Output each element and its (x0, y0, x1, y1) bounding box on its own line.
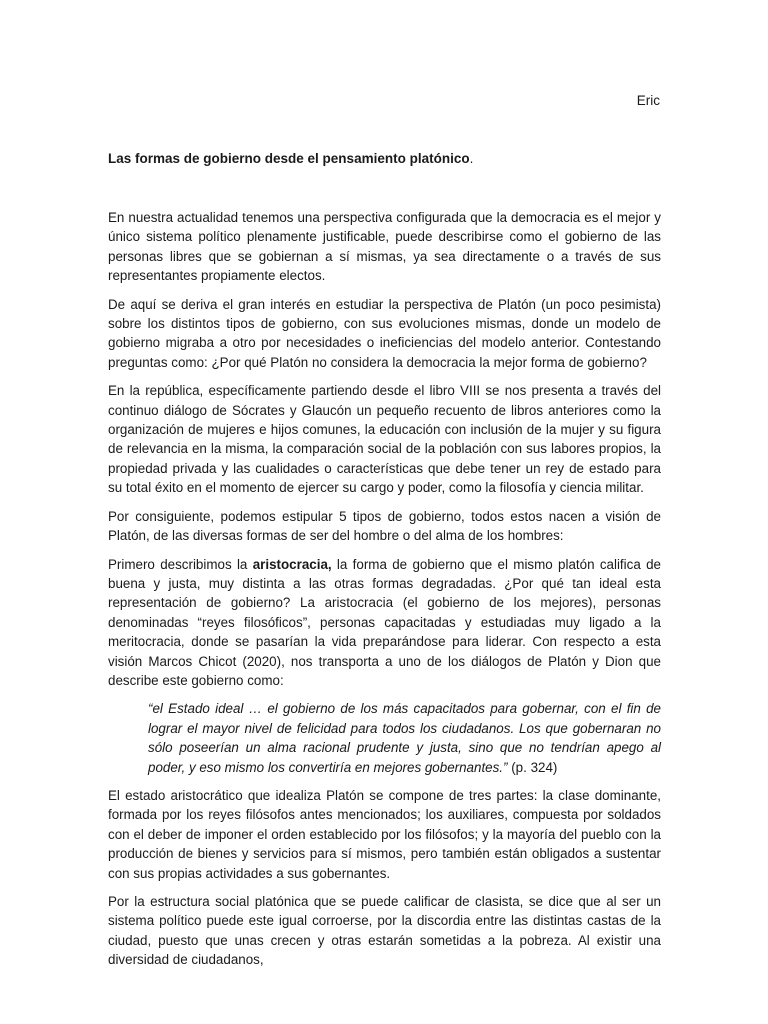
paragraph-2: De aquí se deriva el gran interés en estudiar la perspectiva de Platón (un poco pesimista) sobre los distintos tipos de gobierno, con sus evoluciones mismas, donde un modelo de gobierno migraba a otro por necesidades o ineficiencias del modelo anterior. Contestando preguntas como: ¿Por qué Platón no considera la democracia la mejor forma de gobierno? (108, 296, 661, 370)
paragraph-3: En la república, específicamente partiendo desde el libro VIII se nos presenta a través del continuo diálogo de Sócrates y Glaucón un pequeño recuento de libros anteriores como la organización de mujeres e hijos comunes, la educación con inclusión de la mujer y su figura de relevancia en la misma, la comparación social de la población con sus labores propios, la propiedad privada y las cualidades o características que debe tener un rey de estado para su total éxito en el momento de ejercer su cargo y poder, como la filosofía y ciencia militar. (108, 383, 661, 496)
title-period: . (469, 151, 474, 166)
author-name: Eric (636, 93, 660, 108)
quote-citation: (p. 324) (507, 759, 558, 775)
paragraph-5-rest: la forma de gobierno que el mismo platón califica de buena y justa, muy distinta a las otras formas degradadas. ¿Por qué tan ideal esta representación de gobierno? La aristocracia (el gobierno de los mejores), personas denominadas “reyes filosóficos”, personas capacitadas y estudiadas muy ligado a la meritocracia, donde se pasarían la vida preparándose para liderar. Con respecto a esta visión Marcos Chicot (2020), nos transporta a uno de los diálogos de Platón y Dion que describe este gobierno como: (108, 556, 661, 688)
paragraph-7: Por la estructura social platónica que se puede calificar de clasista, se dice que al ser un sistema político puede este igual corroerse, por la discordia entre las distintas castas de la ciudad, puesto que unas crecen y otras estarán sometidas a la pobreza. Al existir una diversidad de ciudadanos, (108, 894, 661, 968)
quote-text: “el Estado ideal … el gobierno de los más capacitados para gobernar, con el fin de lograr el mayor nivel de felicidad para todos los ciudadanos. Los que gobernaran no sólo poseerían un alma racional prudente y justa, sino que no tendrían apego al poder, y eso mismo los convertiría en mejores gobernantes.” (148, 701, 661, 775)
document-title (108, 150, 473, 168)
title-text: Las formas de gobierno desde el pensamiento platónico (108, 151, 470, 166)
paragraph-4: Por consiguiente, podemos estipular 5 tipos de gobierno, todos estos nacen a visión de Platón, de las diversas formas de ser del hombre o del alma de los hombres: (108, 508, 661, 544)
paragraph-6: El estado aristocrático que idealiza Platón se compone de tres partes: la clase dominante, formada por los reyes filósofos antes mencionados; los auxiliares, compuesta por soldados con el deber de imponer el orden establecido por los filósofos; y la mayoría del pueblo con la producción de bienes y servicios para sí mismos, pero también están obligados a sustentar con sus propias actividades a sus gobernantes. (108, 787, 661, 881)
paragraph-5-intro: Primero describimos la (108, 556, 253, 572)
paragraph-5 (108, 555, 661, 691)
paragraph-1: En nuestra actualidad tenemos una perspectiva configurada que la democracia es el mejor y único sistema político plenamente justificable, puede describirse como el gobierno de las personas libres que se gobiernan a sí mismas, ya sea directamente o a través de sus representantes propiamente electos. (108, 210, 661, 284)
block-quote (148, 699, 661, 777)
aristocracia-term: aristocracia, (252, 556, 332, 572)
document-body (108, 208, 661, 979)
